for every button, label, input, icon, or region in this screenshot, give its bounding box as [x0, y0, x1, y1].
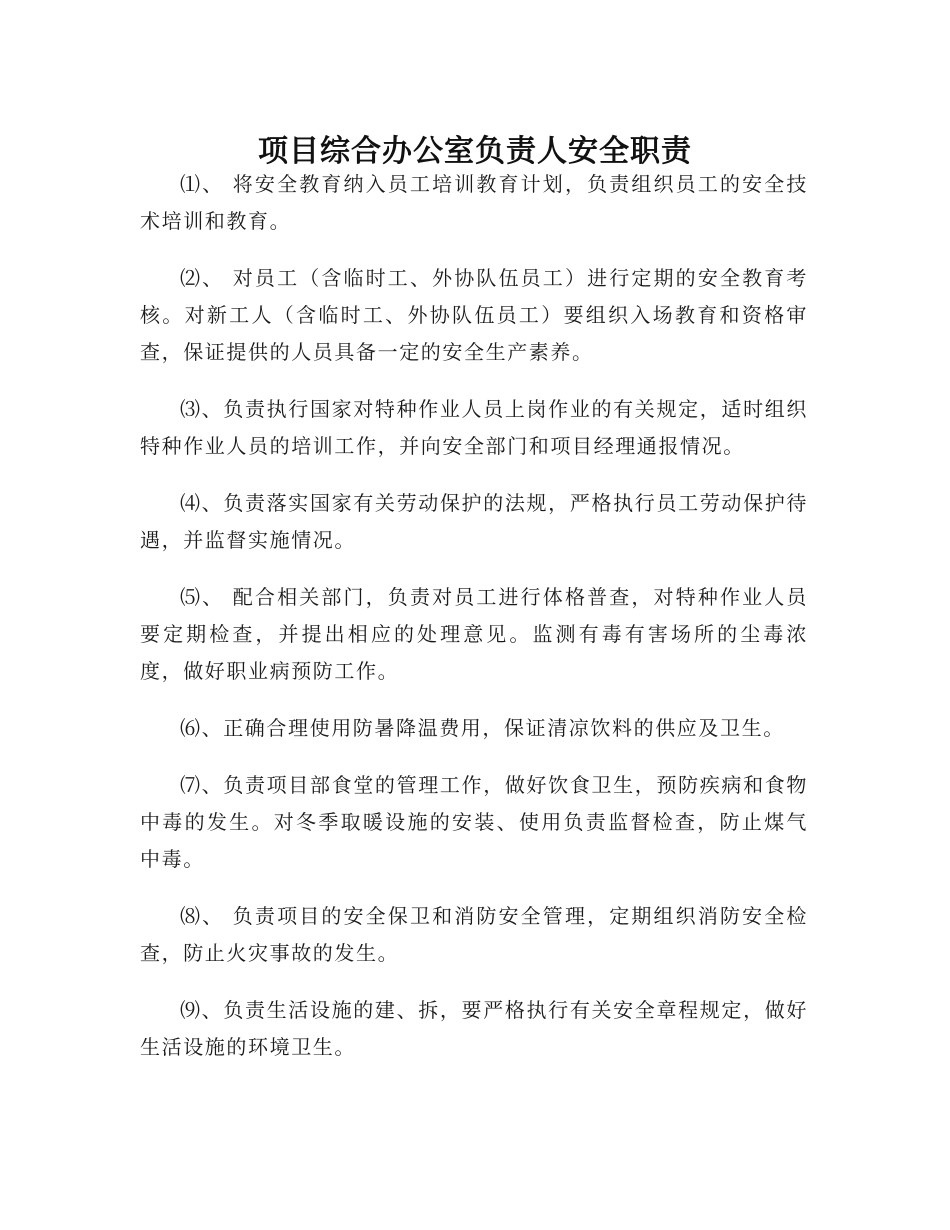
paragraph-2: ⑵、 对员工（含临时工、外协队伍员工）进行定期的安全教育考核。对新工人（含临时工、外协队伍员工）要组织入场教育和资格审查，保证提供的人员具备一定的安全生产素养。 [140, 266, 808, 364]
paragraph-8: ⑻、 负责项目的安全保卫和消防安全管理，定期组织消防安全检查，防止火灾事故的发生。 [140, 904, 808, 965]
document-body [140, 166, 808, 1086]
paragraph-7: ⑺、负责项目部食堂的管理工作，做好饮食卫生，预防疾病和食物中毒的发生。对冬季取暖设施的安装、使用负责监督检查，防止煤气中毒。 [140, 773, 808, 871]
document-title: 项目综合办公室负责人安全职责 [258, 134, 692, 170]
paragraph-6: ⑹、正确合理使用防暑降温费用，保证清凉饮料的供应及卫生。 [180, 716, 785, 740]
paragraph-9: ⑼、负责生活设施的建、拆，要严格执行有关安全章程规定，做好生活设施的环境卫生。 [140, 998, 808, 1059]
paragraph-5: ⑸、 配合相关部门，负责对员工进行体格普查，对特种作业人员要定期检查，并提出相应的处理意见。监测有毒有害场所的尘毒浓度，做好职业病预防工作。 [140, 585, 808, 683]
paragraph-3: ⑶、负责执行国家对特种作业人员上岗作业的有关规定，适时组织特种作业人员的培训工作，并向安全部门和项目经理通报情况。 [140, 397, 808, 458]
paragraph-1: ⑴、 将安全教育纳入员工培训教育计划，负责组织员工的安全技术培训和教育。 [140, 172, 808, 233]
paragraph-4: ⑷、负责落实国家有关劳动保护的法规，严格执行员工劳动保护待遇，并监督实施情况。 [140, 491, 808, 552]
